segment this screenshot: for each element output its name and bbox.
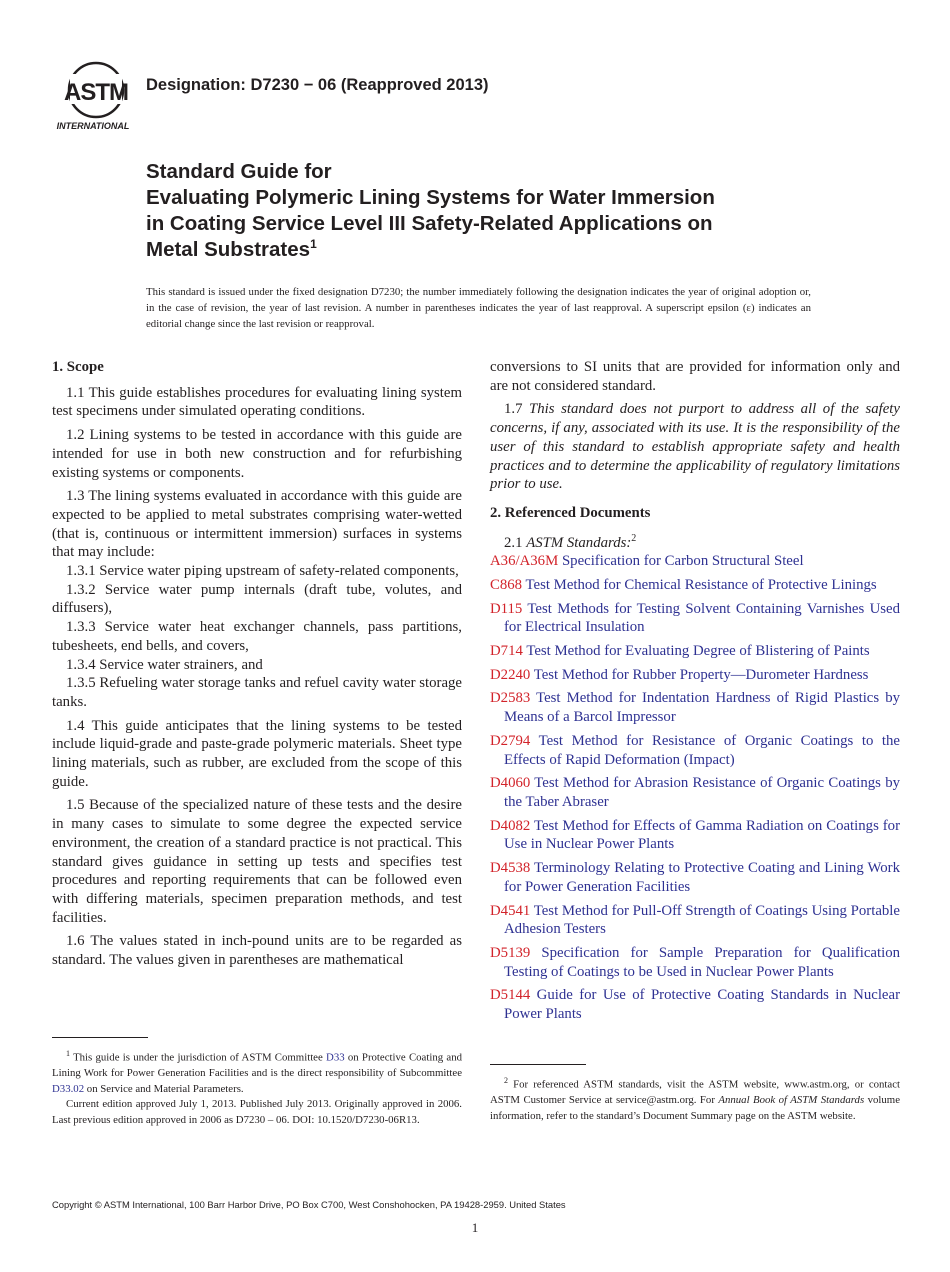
copyright-line: Copyright © ASTM International, 100 Barr Harbor Drive, PO Box C700, West Conshohocken, PA 19428-2959. United States	[52, 1199, 566, 1210]
reference-code-link[interactable]: C868	[490, 576, 523, 593]
reference-code-link[interactable]: D115	[490, 600, 523, 617]
footnote-1-text-b: on Protective Coating and Lining Work for Power Generation Facilities and is the direct responsibility of Subcommittee	[52, 1051, 462, 1080]
reference-item	[490, 774, 900, 811]
designation: Designation: D7230 − 06 (Reapproved 2013)	[146, 76, 489, 94]
reference-title-link[interactable]: Test Methods for Testing Solvent Containing Varnishes Used for Electrical Insulation	[504, 600, 900, 636]
reference-item	[490, 552, 900, 571]
para-1-5: 1.5 Because of the specialized nature of these tests and the desire in many cases to simulate to some degree the expected service environment, the creation of a standard practice is not practical. This standard gives guidance in setting up tests and specifies test procedures and reporting requirements that can be followed even with differing materials, specimen preparation methods, and test facilities.	[52, 797, 462, 926]
para-1-3-2: 1.3.2 Service water pump internals (draft tube, volutes, and diffusers),	[52, 581, 462, 617]
para-1-2: 1.2 Lining systems to be tested in accordance with this guide are intended for use in both new construction and for refurbishing existing systems or components.	[52, 427, 462, 481]
reference-item	[490, 600, 900, 637]
reference-title-link[interactable]: Test Method for Resistance of Organic Coatings to the Effects of Rapid Deformation (Impact)	[504, 732, 900, 768]
para-1-4: 1.4 This guide anticipates that the lining systems to be tested include liquid-grade and paste-grade polymeric materials. Sheet type lining materials, such as rubber, are excluded from the scope of this guide.	[52, 717, 462, 790]
reference-code-link[interactable]: D2583	[490, 690, 531, 707]
para-1-3-1: 1.3.1 Service water piping upstream of safety-related components,	[66, 563, 459, 580]
reference-title-link[interactable]: Test Method for Indentation Hardness of Rigid Plastics by Means of a Barcol Impressor	[504, 690, 900, 726]
title-line-2: Evaluating Polymeric Lining Systems for Water Immersion	[146, 186, 715, 209]
para-1-7	[490, 400, 900, 494]
scope-heading: 1. Scope	[52, 359, 104, 375]
reference-title-link[interactable]: Terminology Relating to Protective Coating and Lining Work for Power Generation Facilities	[504, 860, 900, 895]
footnote-2-text-b: volume information, refer to the standard’s Document Summary page on the ASTM website.	[490, 1094, 900, 1122]
para-1-3-3: 1.3.3 Service water heat exchanger channels, pass partitions, tubesheets, end bells, and covers,	[52, 619, 462, 654]
title-line-3: in Coating Service Level III Safety-Related Applications on	[146, 212, 713, 235]
footnote-rule-left	[52, 1037, 148, 1038]
reference-code-link[interactable]: D5144	[490, 987, 531, 1004]
left-column	[52, 358, 462, 975]
footnote-rule-right	[490, 1064, 586, 1065]
title-line-1: Standard Guide for	[146, 160, 332, 183]
reference-item	[490, 666, 900, 685]
para-1-6: 1.6 The values stated in inch-pound units are to be regarded as standard. The values given in parentheses are mathematical	[52, 933, 462, 969]
footnote-2-text-a: For referenced ASTM standards, visit the ASTM website, www.astm.org, or contact ASTM Customer Service at service@astm.org. For	[490, 1078, 900, 1107]
reference-title-link[interactable]: Test Method for Abrasion Resistance of Organic Coatings by the Taber Abraser	[504, 775, 901, 810]
logo-letters: ASTM	[64, 79, 128, 106]
footnote-1-mark: 1	[66, 1049, 70, 1058]
reference-code-link[interactable]: D5139	[490, 944, 531, 961]
reference-title-link[interactable]: Test Method for Rubber Property—Durometer Hardness	[533, 666, 869, 683]
para-1-7-number: 1.7	[504, 401, 523, 418]
title-footnote-mark: 1	[310, 237, 317, 252]
referenced-documents-heading: 2. Referenced Documents	[490, 504, 651, 521]
reference-title-link[interactable]: Test Method for Chemical Resistance of Protective Linings	[525, 576, 877, 593]
page-number: 1	[471, 1220, 479, 1235]
footnote-1-text-c: on Service and Material Parameters.	[86, 1082, 244, 1095]
reference-code-link[interactable]: D4082	[490, 817, 531, 834]
logo-label: INTERNATIONAL	[56, 121, 130, 131]
footnote-2-annual-book: Annual Book of ASTM Standards	[718, 1094, 865, 1107]
standard-notice: This standard is issued under the fixed designation D7230; the number immediately following the designation indicates the year of original adoption or, in the case of revision, the year of last revision. A number in parentheses indicates the year of last reapproval. A superscript epsilon (ε) indicates an editorial change since the last revision or reapproval.	[146, 286, 811, 330]
reference-item	[490, 689, 900, 726]
footnote-1-text-a: This guide is under the jurisdiction of ASTM Committee	[73, 1051, 323, 1064]
reference-title-link[interactable]: Specification for Carbon Structural Steel	[561, 553, 804, 570]
footnote-2-mark: 2	[504, 1076, 508, 1085]
para-1-3-4: 1.3.4 Service water strainers, and	[66, 656, 263, 673]
title-line-4: Metal Substrates	[146, 238, 311, 261]
para-1-3: 1.3 The lining systems evaluated in accordance with this guide are expected to be applied to metal substrates comprising water-wetted (that is, continuous or intermittent immersion) surfaces in systems that may include:	[52, 488, 462, 561]
reference-title-link[interactable]: Test Method for Pull-Off Strength of Coatings Using Portable Adhesion Testers	[504, 902, 900, 938]
footnote-1-edition: Current edition approved July 1, 2013. Published July 2013. Originally approved in 2006. Last previous edition approved in 2006 as D7230 – 06. DOI: 10.1520/D7230-06R13.	[52, 1098, 462, 1126]
reference-title-link[interactable]: Guide for Use of Protective Coating Standards in Nuclear Power Plants	[504, 987, 900, 1023]
right-column	[490, 358, 900, 1029]
para-1-3-5: 1.3.5 Refueling water storage tanks and refuel cavity water storage tanks.	[52, 675, 462, 710]
document-title	[146, 159, 826, 263]
reference-code-link[interactable]: D4538	[490, 860, 531, 877]
reference-item	[490, 576, 900, 595]
reference-item	[490, 732, 900, 769]
reference-code-link[interactable]: D2794	[490, 732, 531, 749]
subheading-footnote-mark: 2	[631, 532, 637, 544]
para-1-7-text: This standard does not purport to address all of the safety concerns, if any, associated with its use. It is the responsibility of the user of this standard to establish appropriate safety and health practices and to determine the applicability of regulatory limitations prior to use.	[490, 401, 900, 493]
reference-title-link[interactable]: Test Method for Evaluating Degree of Blistering of Paints	[526, 643, 870, 660]
astm-logo	[52, 60, 134, 132]
reference-item	[490, 902, 900, 939]
subheading-number: 2.1	[504, 534, 523, 551]
reference-code-link[interactable]: A36/A36M	[490, 553, 559, 570]
astm-standards-subheading	[490, 530, 900, 553]
reference-item	[490, 817, 900, 854]
para-1-1: 1.1 This guide establishes procedures for evaluating lining system test specimens under simulated operating conditions.	[52, 384, 462, 420]
footnote-1	[52, 1046, 462, 1128]
subcommittee-d33-02-link[interactable]: D33.02	[52, 1082, 85, 1095]
reference-code-link[interactable]: D2240	[490, 666, 531, 683]
reference-title-link[interactable]: Specification for Sample Preparation for Qualification Testing of Coatings to be Used in Nuclear Power Plants	[504, 944, 900, 980]
para-1-6-continued: conversions to SI units that are provided for information only and are not considered standard.	[490, 359, 900, 394]
footnote-2	[490, 1073, 900, 1124]
reference-code-link[interactable]: D4541	[490, 902, 531, 919]
reference-item	[490, 944, 900, 981]
reference-code-link[interactable]: D4060	[490, 775, 531, 792]
committee-d33-link[interactable]: D33	[326, 1051, 345, 1064]
reference-item	[490, 986, 900, 1023]
reference-list	[490, 552, 900, 1023]
reference-item	[490, 642, 900, 661]
reference-code-link[interactable]: D714	[490, 643, 523, 660]
reference-item	[490, 859, 900, 896]
reference-title-link[interactable]: Test Method for Effects of Gamma Radiation on Coatings for Use in Nuclear Power Plants	[504, 817, 901, 853]
subheading-label: ASTM Standards:	[526, 534, 632, 551]
